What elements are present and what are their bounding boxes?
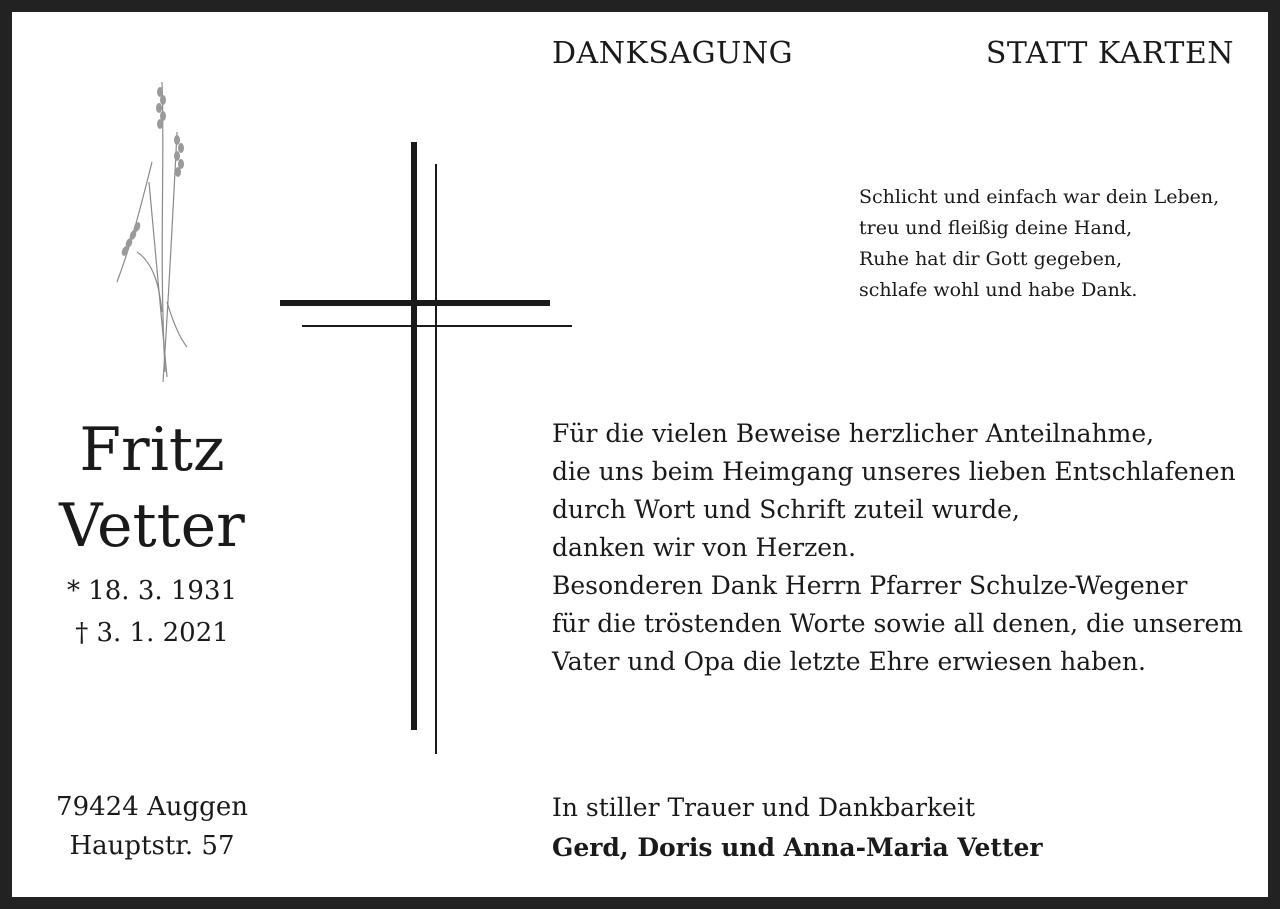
address: [12, 788, 292, 866]
address-street: Hauptstr. 57: [69, 831, 235, 861]
poem-line: Schlicht und einfach war dein Leben,: [859, 186, 1220, 208]
closing-line: In stiller Trauer und Dankbarkeit: [552, 793, 975, 822]
poem-line: Ruhe hat dir Gott gegeben,: [859, 248, 1123, 270]
message-line: Für die vielen Beweise herzlicher Anteilnahme,: [552, 419, 1155, 448]
message-line: durch Wort und Schrift zuteil wurde,: [552, 495, 1020, 524]
wheat-stalks-icon: [107, 52, 207, 392]
family-names: Gerd, Doris und Anna-Maria Vetter: [552, 833, 1043, 862]
message-line: für die tröstenden Worte sowie all denen, die unserem: [552, 609, 1244, 638]
poem-line: treu und fleißig deine Hand,: [859, 217, 1133, 239]
life-dates: [12, 570, 292, 654]
heading-statt-karten: STATT KARTEN: [985, 36, 1234, 71]
death-date: † 3. 1. 2021: [75, 618, 229, 648]
thank-you-message: [552, 415, 1243, 681]
message-line: Besonderen Dank Herrn Pfarrer Schulze-Wegener: [552, 571, 1188, 600]
birth-date: * 18. 3. 1931: [66, 576, 238, 606]
poem-line: schlafe wohl und habe Dank.: [859, 279, 1138, 301]
message-line: danken wir von Herzen.: [552, 533, 857, 562]
obituary-card: [12, 12, 1268, 897]
address-city: 79424 Auggen: [56, 792, 248, 822]
heading-danksagung: DANKSAGUNG: [552, 36, 794, 71]
message-line: Vater und Opa die letzte Ehre erwiesen haben.: [552, 647, 1146, 676]
closing: [552, 788, 1043, 868]
first-name: Fritz: [79, 415, 225, 485]
poem: [859, 182, 1219, 306]
cross-icon: [280, 142, 580, 762]
message-line: die uns beim Heimgang unseres lieben Entschlafenen: [552, 457, 1236, 486]
last-name: Vetter: [59, 491, 245, 561]
deceased-name: [12, 412, 292, 564]
